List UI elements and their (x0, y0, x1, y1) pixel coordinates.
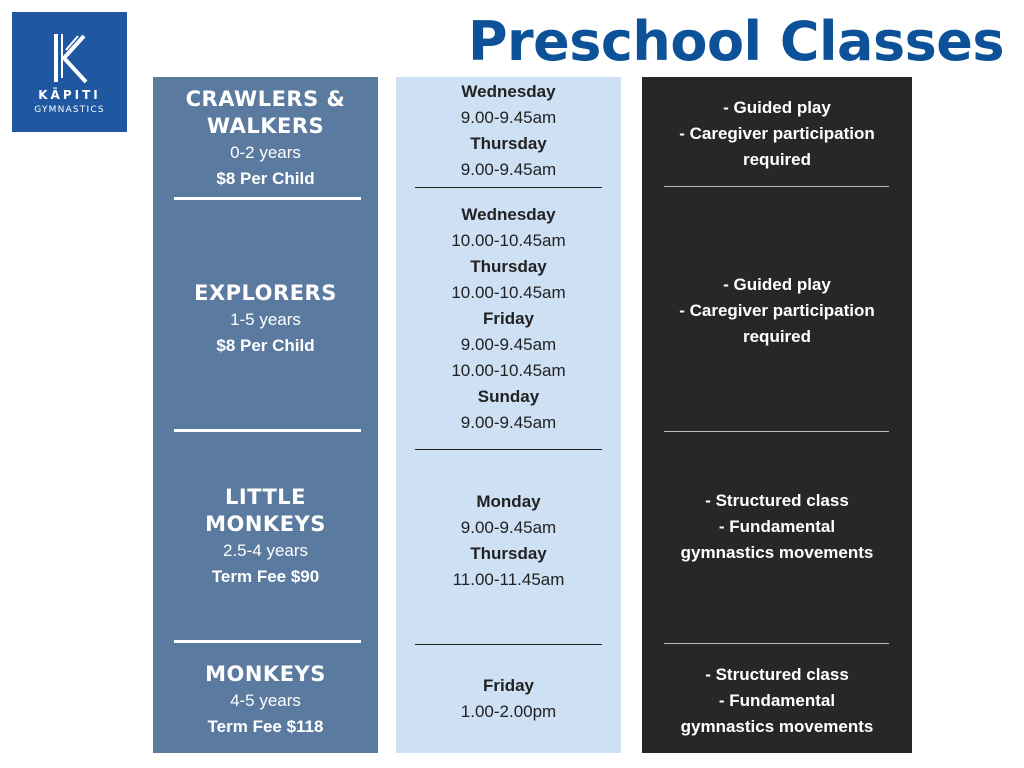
divider (415, 644, 602, 645)
schedule-day: Sunday (477, 387, 540, 406)
schedule-time: 9.00-9.45am (460, 518, 557, 537)
class-name-line: EXPLORERS (194, 281, 337, 305)
kapiti-k-icon (50, 32, 90, 84)
schedule-time: 9.00-9.45am (460, 160, 557, 179)
detail-line: required (742, 150, 812, 169)
schedule-time: 10.00-10.45am (451, 361, 566, 380)
divider (174, 640, 361, 643)
class-names-column (153, 77, 378, 753)
class-age: 4-5 years (230, 691, 301, 710)
details-explorers (642, 272, 912, 350)
schedule-day: Thursday (470, 544, 547, 563)
schedule-column (396, 77, 621, 753)
detail-line: - Caregiver participation (679, 124, 875, 143)
detail-line: required (742, 327, 812, 346)
class-block-monkeys (153, 661, 378, 740)
class-name-line: MONKEYS (205, 512, 326, 536)
class-name-line: WALKERS (206, 114, 325, 138)
schedule-time: 1.00-2.00pm (460, 702, 557, 721)
schedule-day: Thursday (470, 257, 547, 276)
details-little-monkeys (642, 488, 912, 566)
detail-line: - Guided play (723, 98, 831, 117)
detail-line: - Caregiver participation (679, 301, 875, 320)
class-block-little-monkeys (153, 484, 378, 590)
class-fee: Term Fee $90 (211, 567, 320, 586)
divider (415, 187, 602, 188)
divider (174, 197, 361, 200)
schedule-time: 10.00-10.45am (451, 231, 566, 250)
schedule-time: 9.00-9.45am (460, 108, 557, 127)
detail-line: gymnastics movements (680, 543, 874, 562)
logo-subtitle: GYMNASTICS (34, 105, 105, 115)
schedule-little-monkeys (396, 489, 621, 593)
schedule-day: Wednesday (461, 82, 556, 101)
divider (664, 643, 889, 644)
detail-line: - Fundamental (718, 517, 836, 536)
schedule-explorers (396, 202, 621, 436)
details-monkeys (642, 662, 912, 740)
detail-line: - Fundamental (718, 691, 836, 710)
details-crawlers-walkers (642, 95, 912, 173)
class-fee: $8 Per Child (216, 336, 315, 355)
schedule-time: 10.00-10.45am (451, 283, 566, 302)
schedule-monkeys (396, 673, 621, 725)
schedule-day: Friday (482, 309, 535, 328)
divider (664, 431, 889, 432)
schedule-time: 9.00-9.45am (460, 413, 557, 432)
class-block-explorers (153, 280, 378, 359)
class-fee: $8 Per Child (216, 169, 315, 188)
details-column (642, 77, 912, 753)
schedule-crawlers-walkers (396, 79, 621, 183)
logo-brand: KĀPITI (38, 88, 101, 102)
schedule-day: Thursday (470, 134, 547, 153)
detail-line: - Structured class (705, 665, 849, 684)
schedule-day: Friday (482, 676, 535, 695)
class-name-line: LITTLE (224, 485, 307, 509)
divider (415, 449, 602, 450)
divider (664, 186, 889, 187)
class-age: 1-5 years (230, 310, 301, 329)
schedule-time: 11.00-11.45am (452, 570, 565, 589)
schedule-time: 9.00-9.45am (460, 335, 557, 354)
detail-line: - Structured class (705, 491, 849, 510)
divider (174, 429, 361, 432)
detail-line: - Guided play (723, 275, 831, 294)
class-name-line: MONKEYS (205, 662, 326, 686)
class-age: 0-2 years (230, 143, 301, 162)
page-title: Preschool Classes (467, 10, 1004, 73)
class-name-line: CRAWLERS & (185, 87, 346, 111)
class-age: 2.5-4 years (222, 541, 309, 560)
kapiti-logo (12, 12, 127, 132)
schedule-day: Wednesday (461, 205, 556, 224)
class-block-crawlers-walkers (153, 86, 378, 192)
schedule-day: Monday (476, 492, 541, 511)
detail-line: gymnastics movements (680, 717, 874, 736)
class-fee: Term Fee $118 (207, 717, 324, 736)
